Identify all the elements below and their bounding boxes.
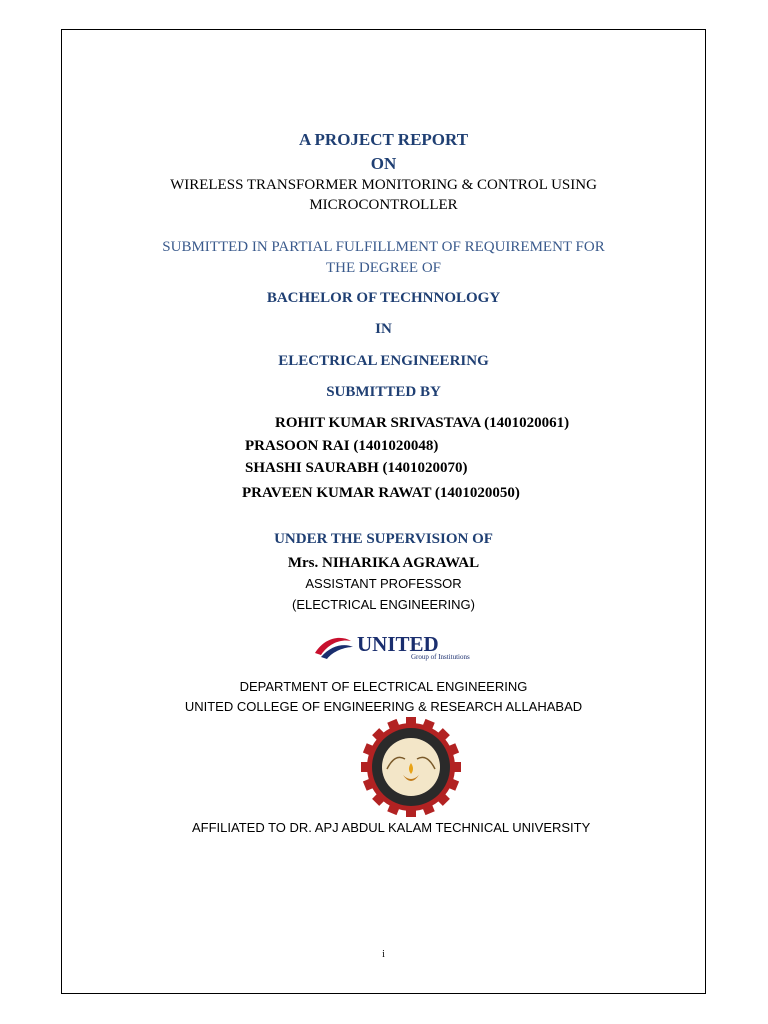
- project-title-line2: MICROCONTROLLER: [309, 197, 458, 213]
- page-border: [61, 29, 706, 994]
- degree-in: IN: [375, 321, 392, 337]
- department-name: DEPARTMENT OF ELECTRICAL ENGINEERING: [239, 679, 528, 694]
- student-name: SHASHI SAURABH (1401020070): [245, 460, 468, 476]
- affiliation: AFFILIATED TO DR. APJ ABDUL KALAM TECHNICAL UNIVERSITY: [192, 820, 591, 835]
- united-logo: [311, 631, 487, 661]
- report-on: ON: [370, 154, 397, 173]
- supervisor-department: (ELECTRICAL ENGINEERING): [292, 597, 475, 612]
- submitted-line1: SUBMITTED IN PARTIAL FULFILLMENT OF REQUIREMENT FOR: [162, 239, 605, 255]
- logo-tagline: Group of Institutions: [411, 653, 470, 661]
- submitted-by-heading: SUBMITTED BY: [326, 384, 441, 400]
- report-heading: A PROJECT REPORT: [298, 130, 469, 149]
- project-title-line1: WIRELESS TRANSFORMER MONITORING & CONTROL USING: [170, 177, 597, 193]
- logo-name: UNITED: [357, 632, 439, 656]
- college-name: UNITED COLLEGE OF ENGINEERING & RESEARCH ALLAHABAD: [184, 699, 583, 714]
- supervision-heading: UNDER THE SUPERVISION OF: [274, 531, 493, 547]
- degree-name: BACHELOR OF TECHNNOLOGY: [266, 290, 501, 306]
- page-number: i: [382, 949, 385, 960]
- branch-name: ELECTRICAL ENGINEERING: [278, 353, 489, 369]
- university-emblem: [351, 717, 471, 817]
- student-name: PRASOON RAI (1401020048): [245, 438, 439, 454]
- student-name: ROHIT KUMAR SRIVASTAVA (1401020061): [275, 415, 570, 431]
- supervisor-name: Mrs. NIHARIKA AGRAWAL: [287, 555, 480, 571]
- student-name: PRAVEEN KUMAR RAWAT (1401020050): [242, 485, 520, 501]
- supervisor-designation: ASSISTANT PROFESSOR: [305, 576, 462, 591]
- submitted-line2: THE DEGREE OF: [326, 260, 441, 276]
